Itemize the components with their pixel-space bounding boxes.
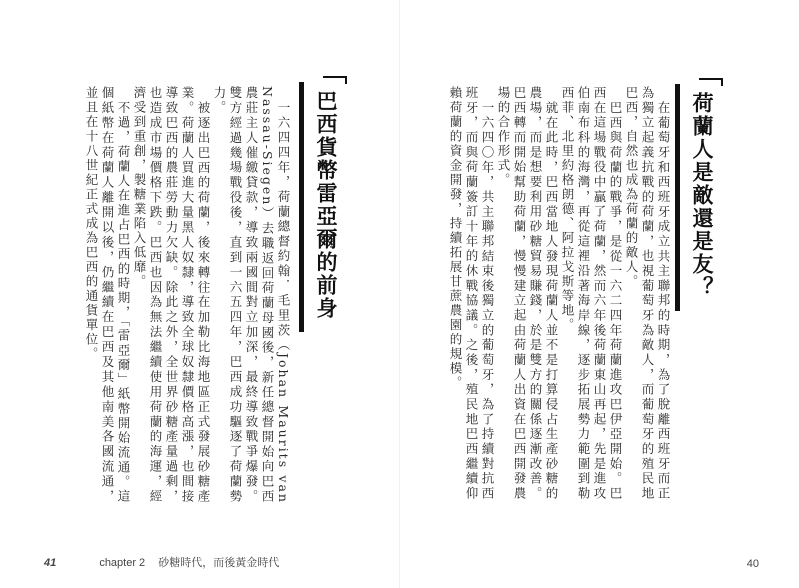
chapter-title: 砂糖時代，而後黃金時代 (158, 556, 280, 569)
chapter-label: chapter 2 (99, 557, 146, 569)
paragraph: 被逐出巴西的荷蘭，後來轉往在加勒比海地區正式發展砂糖產業。荷蘭人買進大量黑人奴隸，導致全球奴隸價格高漲，也間接導致巴西的農莊勞動力欠缺。除此之外，全世界砂糖產量過剩，也造成市場價格下跌。巴西也因為無法繼續使用荷蘭的海運，經濟受到重創，製糖業陷入低靡。 (132, 86, 211, 504)
paragraph: 一六四〇年，共主聯邦結束後獨立的葡萄牙，為了持續對抗西班牙，而與荷蘭簽訂十年的休戰協議。之後，殖民地巴西繼續仰賴荷蘭的資金開發，持續拓展甘蔗農園的規模。 (448, 86, 495, 501)
page-gutter (399, 0, 400, 588)
paragraph: 巴西與荷蘭的戰爭，是從一六二四年荷蘭進攻巴伊亞開始。巴西在這場戰役中贏了荷蘭，然而六年後荷蘭東山再起，先是進攻伯南布科的海灣，再從這裡沿著海岸線，逐步拓展勢力範圍到勒西菲、北里約格朗德、阿拉戈斯等地。 (560, 86, 623, 501)
section-heading-dutch: 荷蘭人是敵還是友？ (681, 86, 721, 309)
paragraph: 一六四四年，荷蘭總督約翰．毛里茨（Johan Maurits van Nassau-Siegen）去職返回荷蘭母國後，新任總督開始向巴西農莊主人催繳貸款，導致兩國間對立加深，最終導致戰爭爆發。雙方經過幾場戰役後，直到一六五四年，巴西成功驅逐了荷蘭勢力。 (212, 86, 291, 504)
left-page-footer (44, 554, 279, 570)
page-number-right: 40 (746, 558, 759, 570)
section-heading-real: 巴西貨幣雷亞爾的前身 (305, 84, 345, 330)
paragraph: 就在此時，巴西當地人發現荷蘭人並不是打算侵占生產砂糖的農場，而是想要利用砂糖貿易賺錢，於是雙方的關係逐漸改善。巴西轉而開始幫助荷蘭，慢慢建立起由荷蘭人出資在巴西開發農場的合作形式。 (496, 86, 559, 501)
paragraph: 在葡萄牙和西班牙成立共主聯邦的時期，為了脫離西班牙而正為獨立起義抗戰的荷蘭，也視葡萄牙為敵人，而葡萄牙的殖民地巴西，自然也成為荷蘭的敵人。 (624, 86, 671, 501)
paragraph: 不過，荷蘭人在進占巴西的時期，「雷亞爾」紙幣開始流通。這個紙幣在荷蘭人離開以後，仍繼續在巴西及其他南美各國流通，並且在十八世紀正式成為巴西的通貨單位。 (84, 86, 131, 504)
right-page-body (448, 86, 671, 501)
page-number-left: 41 (44, 557, 57, 569)
left-page-body (44, 86, 291, 504)
